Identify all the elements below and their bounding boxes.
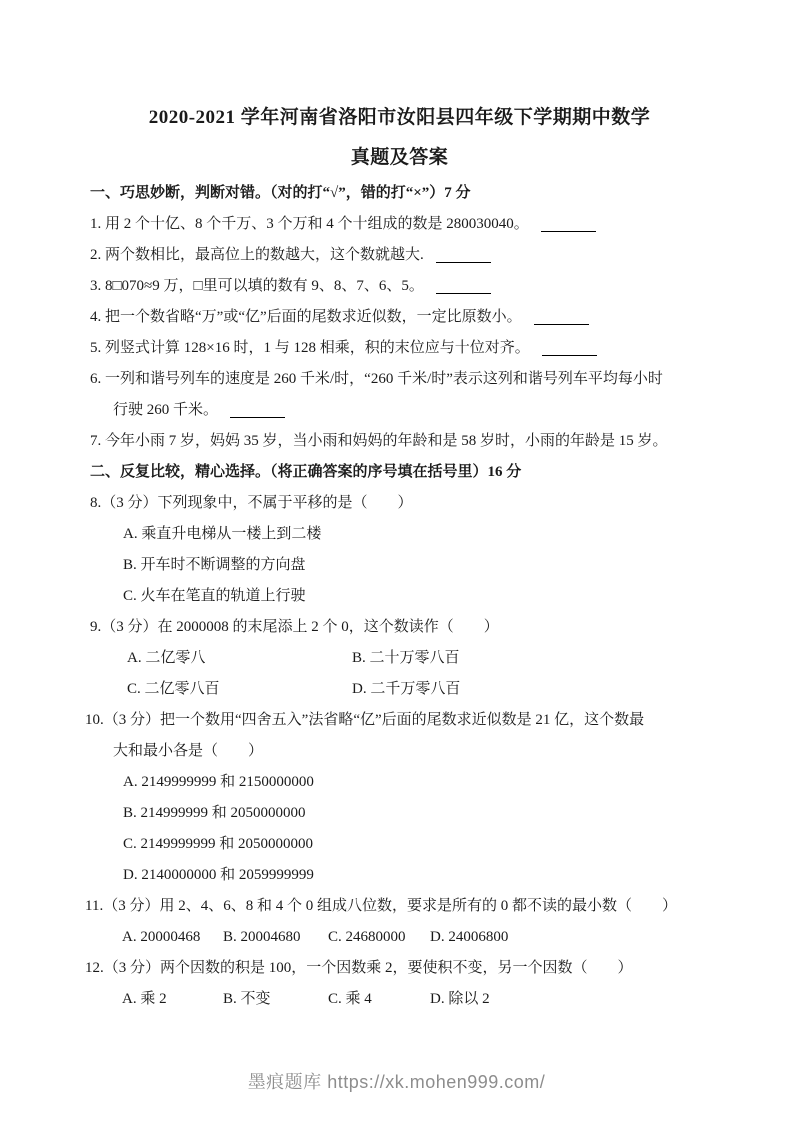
question-4 <box>90 302 709 333</box>
question-3-text: 3. 8□070≈9 万，□里可以填的数有 9、8、7、6、5。 <box>90 278 424 294</box>
question-9 <box>90 612 709 643</box>
question-6-line1: 6. 一列和谐号列车的速度是 260 千米/时，“260 千米/时”表示这列和谐号列车平均每小时 <box>90 371 663 387</box>
question-12-option-b: B. 不变 <box>223 991 271 1007</box>
question-2 <box>90 240 709 271</box>
question-9-option-c: C. 二亿零八百 <box>127 681 220 697</box>
section1-heading: 一、巧思妙断，判断对错。（对的打“√”，错的打“×”）7 分 <box>90 185 471 201</box>
question-8-options <box>90 519 709 612</box>
question-12-option-d: D. 除以 2 <box>430 991 490 1007</box>
question-10-options <box>90 767 709 891</box>
question-2-answer-blank <box>436 261 491 263</box>
question-10-option-c: C. 2149999999 和 2050000000 <box>123 836 314 852</box>
question-4-text: 4. 把一个数省略“万”或“亿”后面的尾数求近似数，一定比原数小。 <box>90 309 522 325</box>
question-8-option-b: B. 开车时不断调整的方向盘 <box>123 557 306 573</box>
question-11-option-a: A. 20000468 <box>122 929 201 945</box>
question-7 <box>90 426 709 457</box>
exam-title <box>90 98 709 178</box>
question-12-options <box>90 984 709 1015</box>
question-12-option-a: A. 乘 2 <box>122 991 167 1007</box>
exam-title-line2: 真题及答案 <box>350 147 449 168</box>
question-6-line2-text: 行驶 260 千米。 <box>113 402 219 418</box>
question-12 <box>85 953 709 984</box>
question-3-answer-blank <box>436 292 491 294</box>
question-8-text: 8.（3 分）下列现象中，不属于平移的是（ ） <box>90 495 413 511</box>
footer-text: 墨痕题库 https://xk.mohen999.com/ <box>247 1072 546 1092</box>
exam-title-line1: 2020-2021 学年河南省洛阳市汝阳县四年级下学期期中数学 <box>148 107 651 128</box>
question-10-line1: 10.（3 分）把一个数用“四舍五入”法省略“亿”后面的尾数求近似数是 21 亿，这个数最 <box>85 712 645 728</box>
question-9-option-d: D. 二千万零八百 <box>352 681 461 697</box>
question-1-text: 1. 用 2 个十亿、8 个千万、3 个万和 4 个十组成的数是 280030040。 <box>90 216 529 232</box>
question-11-option-b: B. 20004680 <box>223 929 301 945</box>
question-1-answer-blank <box>541 230 596 232</box>
question-6-answer-blank <box>230 416 285 418</box>
footer-watermark <box>0 1068 793 1094</box>
question-2-text: 2. 两个数相比，最高位上的数越大，这个数就越大. <box>90 247 424 263</box>
question-6-line2 <box>113 395 709 426</box>
question-3 <box>90 271 709 302</box>
question-9-options <box>90 643 709 705</box>
question-7-text: 7. 今年小雨 7 岁，妈妈 35 岁，当小雨和妈妈的年龄和是 58 岁时，小雨的年龄是 15 岁。 <box>90 433 668 449</box>
question-4-answer-blank <box>534 323 589 325</box>
question-12-text: 12.（3 分）两个因数的积是 100，一个因数乘 2，要使积不变，另一个因数（ ） <box>85 960 633 976</box>
question-10-option-a: A. 2149999999 和 2150000000 <box>123 774 314 790</box>
question-10-option-b: B. 214999999 和 2050000000 <box>123 805 306 821</box>
question-8 <box>90 488 709 519</box>
question-6 <box>90 364 709 426</box>
question-11-options <box>90 922 709 953</box>
question-9-text: 9.（3 分）在 2000008 的末尾添上 2 个 0，这个数读作（ ） <box>90 619 499 635</box>
question-10-line2: 大和最小各是（ ） <box>113 743 264 759</box>
question-5 <box>90 333 709 364</box>
question-11-text: 11.（3 分）用 2、4、6、8 和 4 个 0 组成八位数，要求是所有的 0 都不读的最小数（ ） <box>85 898 677 914</box>
question-1 <box>90 209 709 240</box>
question-9-option-b: B. 二十万零八百 <box>352 650 460 666</box>
section2-heading: 二、反复比较，精心选择。（将正确答案的序号填在括号里）16 分 <box>90 464 522 480</box>
question-10 <box>85 705 709 767</box>
question-11-option-c: C. 24680000 <box>328 929 406 945</box>
question-8-option-a: A. 乘直升电梯从一楼上到二楼 <box>123 526 322 542</box>
question-10-option-d: D. 2140000000 和 2059999999 <box>123 867 314 883</box>
question-9-option-a: A. 二亿零八 <box>127 650 206 666</box>
question-5-answer-blank <box>542 354 597 356</box>
question-8-option-c: C. 火车在笔直的轨道上行驶 <box>123 588 306 604</box>
question-11 <box>85 891 709 922</box>
question-12-option-c: C. 乘 4 <box>328 991 372 1007</box>
question-5-text: 5. 列竖式计算 128×16 时，1 与 128 相乘，积的末位应与十位对齐。 <box>90 340 530 356</box>
question-11-option-d: D. 24006800 <box>430 929 509 945</box>
